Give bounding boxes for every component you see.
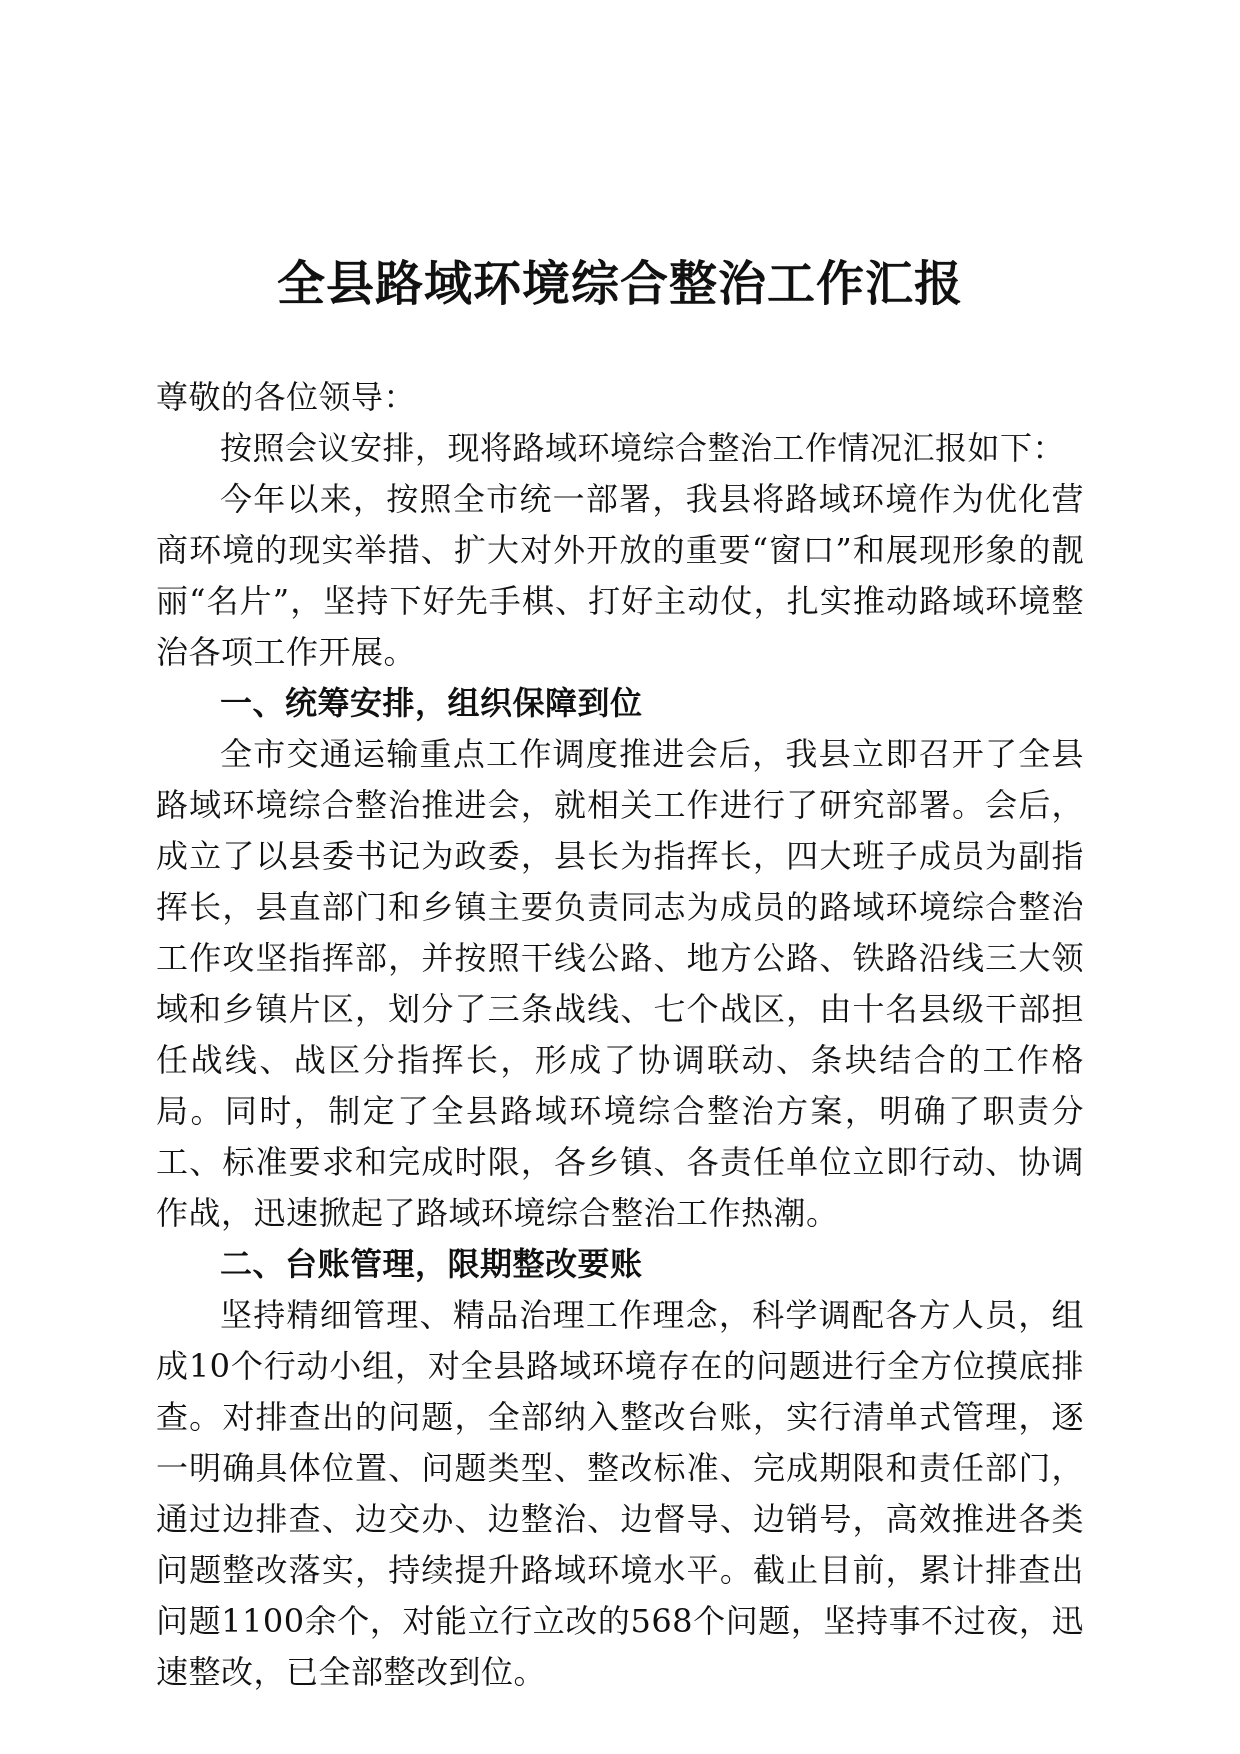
section-body-1: 全市交通运输重点工作调度推进会后，我县立即召开了全县路域环境综合整治推进会，就相关工作进行了研究部署。会后，成立了以县委书记为政委，县长为指挥长，四大班子成员为副指挥长，县直部门和乡镇主要负责同志为成员的路域环境综合整治工作攻坚指挥部，并按照干线公路、地方公路、铁路沿线三大领域和乡镇片区，划分了三条战线、七个战区，由十名县级干部担任战线、战区分指挥长，形成了协调联动、条块结合的工作格局。同时，制定了全县路域环境综合整治方案，明确了职责分工、标准要求和完成时限，各乡镇、各责任单位立即行动、协调作战，迅速掀起了路域环境综合整治工作热潮。 <box>156 735 1084 1232</box>
section-heading-1: 一、统筹安排，组织保障到位 <box>220 684 643 722</box>
document-title: 全县路域环境综合整治工作汇报 <box>276 256 963 312</box>
section-heading-2: 二、台账管理，限期整改要账 <box>220 1245 643 1283</box>
salutation: 尊敬的各位领导： <box>156 378 417 416</box>
document-body <box>156 372 1084 1698</box>
intro-paragraph: 按照会议安排，现将路域环境综合整治工作情况汇报如下： <box>220 429 1066 467</box>
paragraph-overview: 今年以来，按照全市统一部署，我县将路域环境作为优化营商环境的现实举措、扩大对外开放的重要“窗口”和展现形象的靓丽“名片”，坚持下好先手棋、打好主动仗，扎实推动路域环境整治各项工作开展。 <box>156 480 1084 671</box>
section-body-2: 坚持精细管理、精品治理工作理念，科学调配各方人员，组成10个行动小组，对全县路域环境存在的问题进行全方位摸底排查。对排查出的问题，全部纳入整改台账，实行清单式管理，逐一明确具体位置、问题类型、整改标准、完成期限和责任部门，通过边排查、边交办、边整治、边督导、边销号，高效推进各类问题整改落实，持续提升路域环境水平。截止目前，累计排查出问题1100余个，对能立行立改的568个问题，坚持事不过夜，迅速整改，已全部整改到位。 <box>156 1296 1084 1691</box>
